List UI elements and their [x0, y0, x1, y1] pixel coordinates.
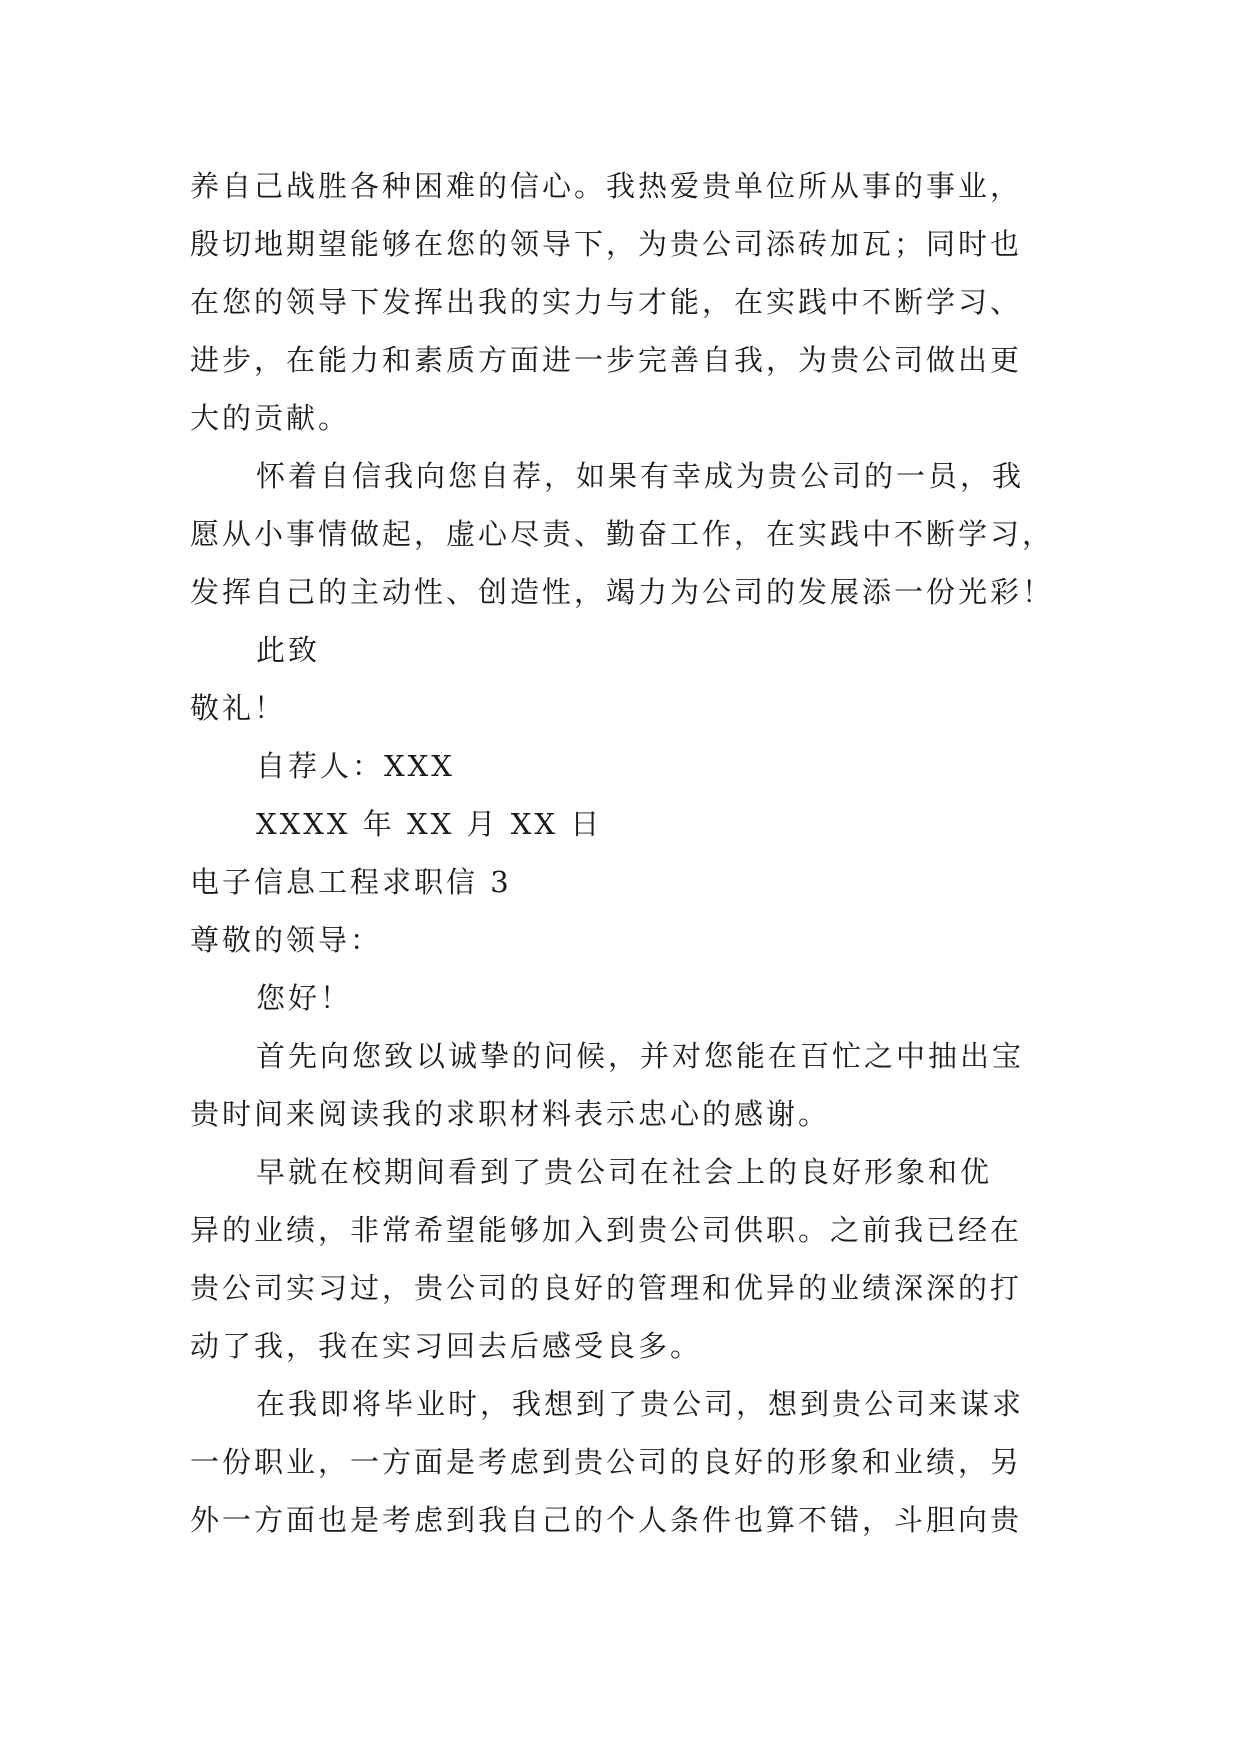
paragraph-start: 首先向您致以诚挚的问候，并对您能在百忙之中抽出宝	[256, 1039, 1025, 1073]
text-line: 发挥自己的主动性、创造性，竭力为公司的发展添一份光彩！	[190, 575, 1055, 609]
text-line: 贵公司实习过，贵公司的良好的管理和优异的业绩深深的打	[190, 1271, 1023, 1305]
text-line: 一份职业，一方面是考虑到贵公司的良好的形象和业绩，另	[190, 1445, 1023, 1479]
greeting: 尊敬的领导：	[190, 923, 383, 957]
paragraph-start: 早就在校期间看到了贵公司在社会上的良好形象和优	[256, 1155, 993, 1189]
text-line: 外一方面也是考虑到我自己的个人条件也算不错，斗胆向贵	[190, 1503, 1023, 1537]
closing-regards: 敬礼！	[190, 691, 287, 725]
date-line: XXXX 年 XX 月 XX 日	[256, 807, 603, 841]
signature-line: 自荐人：XXX	[256, 749, 455, 783]
greeting-hello: 您好！	[256, 981, 353, 1015]
text-line: 动了我，我在实习回去后感受良多。	[190, 1329, 703, 1363]
closing-salutation: 此致	[256, 633, 321, 667]
text-line: 进步，在能力和素质方面进一步完善自我，为贵公司做出更	[190, 343, 1023, 377]
paragraph-start: 怀着自信我向您自荐，如果有幸成为贵公司的一员，我	[256, 459, 1025, 493]
section-title: 电子信息工程求职信 3	[190, 865, 512, 899]
paragraph-start: 在我即将毕业时，我想到了贵公司，想到贵公司来谋求	[256, 1387, 1025, 1421]
text-line: 贵时间来阅读我的求职材料表示忠心的感谢。	[190, 1097, 831, 1131]
text-line: 大的贡献。	[190, 401, 351, 435]
text-line: 愿从小事情做起，虚心尽责、勤奋工作，在实践中不断学习，	[190, 517, 1055, 551]
text-line: 在您的领导下发挥出我的实力与才能，在实践中不断学习、	[190, 285, 1023, 319]
text-line: 殷切地期望能够在您的领导下，为贵公司添砖加瓦；同时也	[190, 227, 1023, 261]
text-line: 异的业绩，非常希望能够加入到贵公司供职。之前我已经在	[190, 1213, 1023, 1247]
text-line: 养自己战胜各种困难的信心。我热爱贵单位所从事的事业，	[190, 169, 1023, 203]
